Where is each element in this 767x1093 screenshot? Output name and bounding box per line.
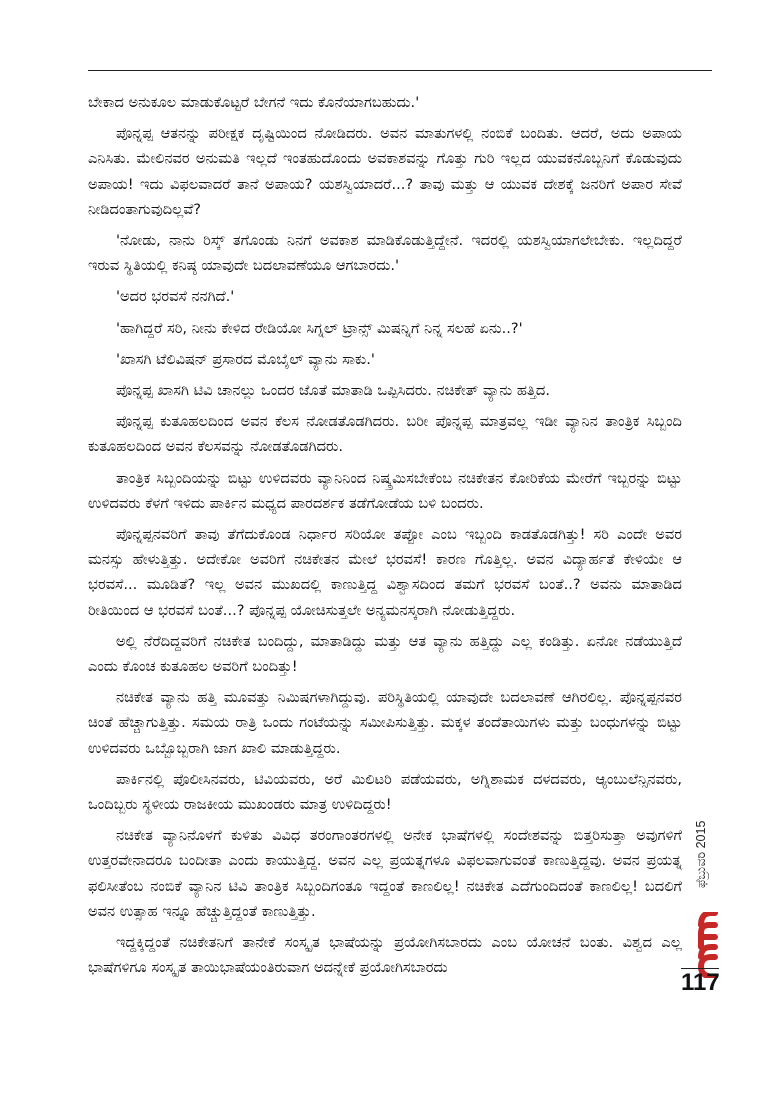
paragraph: ತಾಂತ್ರಿಕ ಸಿಬ್ಬಂದಿಯನ್ನು ಬಿಟ್ಟು ಉಳಿದವರು ವ್ಯಾನಿನಿಂದ ನಿಷ್ಕ್ರಮಿಸಬೇಕೆಂಬ ನಚಿಕೇತನ ಕೋರಿಕೆಯ ಮೇರೆಗೆ ಇಬ್ಬರನ್ನು ಬಿಟ್ಟು ಉಳಿದವರು ಕೆಳಗೆ ಇಳಿದು ಪಾರ್ಕಿನ ಮಧ್ಯದ ಪಾರದರ್ಶಕ ತಡೆಗೋಡೆಯ ಬಳಿ ಬಂದರು.	[88, 469, 682, 512]
paragraph: 'ಹಾಗಿದ್ದರೆ ಸರಿ, ನೀನು ಕೇಳಿದ ರೇಡಿಯೋ ಸಿಗ್ನಲ್ ಟ್ರಾನ್ಸ್ ಮಿಷನ್ನಿಗೆ ನಿನ್ನ ಸಲಹೆ ಏನು..?'	[116, 319, 523, 337]
issue-date: ಫೆಬ್ರುವರಿ 2015	[694, 820, 708, 888]
paragraph: ಪೊನ್ನಪ್ಪನವರಿಗೆ ತಾವು ತೆಗೆದುಕೊಂಡ ನಿರ್ಧಾರ ಸರಿಯೋ ತಪ್ಪೋ ಎಂಬ ಇಬ್ಬಂದಿ ಕಾಡತೊಡಗಿತ್ತು! ಸರಿ ಎಂದೇ ಅವರ ಮನಸ್ಸು ಹೇಳುತ್ತಿತ್ತು. ಅದೇಕೋ ಅವರಿಗೆ ನಚಿಕೇತನ ಮೇಲೆ ಭರವಸೆ! ಕಾರಣ ಗೊತ್ತಿಲ್ಲ. ಅವನ ವಿದ್ಯಾರ್ಹತೆ ಕೇಳಿಯೇ ಆ ಭರವಸೆ... ಮೂಡಿತೆ? ಇಲ್ಲ ಅವನ ಮುಖದಲ್ಲಿ ಕಾಣುತ್ತಿದ್ದ ವಿಶ್ವಾಸದಿಂದ ತಮಗೆ ಭರವಸೆ ಬಂತೆ..? ಅವನು ಮಾತಾಡಿದ ರೀತಿಯಿಂದ ಆ ಭರವಸೆ ಬಂತೆ...? ಪೊನ್ನಪ್ಪ ಯೋಚಿಸುತ್ತಲೇ ಅನ್ಯಮನಸ್ಕರಾಗಿ ನೋಡುತ್ತಿದ್ದರು.	[88, 526, 682, 619]
paragraph: 'ಖಾಸಗಿ ಟೆಲಿವಿಷನ್ ಪ್ರಸಾರದ ಮೊಬೈಲ್ ವ್ಯಾನು ಸಾಕು.'	[116, 350, 375, 368]
paragraph: ಇದ್ದಕ್ಕಿದ್ದಂತೆ ನಚಿಕೇತನಿಗೆ ತಾನೇಕೆ ಸಂಸ್ಕೃತ ಭಾಷೆಯನ್ನು ಪ್ರಯೋಗಿಸಬಾರದು ಎಂಬ ಯೋಚನೆ ಬಂತು. ವಿಶ್ವದ ಎಲ್ಲ ಭಾಷೆಗಳಿಗೂ ಸಂಸ್ಕೃತ ತಾಯಿಭಾಷೆಯಂತಿರುವಾಗ ಅದನ್ನೇಕೆ ಪ್ರಯೋಗಿಸಬಾರದು	[88, 934, 682, 977]
top-rule	[88, 70, 712, 71]
paragraph: ಪಾರ್ಕಿನಲ್ಲಿ ಪೊಲೀಸಿನವರು, ಟಿವಿಯವರು, ಅರೆ ಮಿಲಿಟರಿ ಪಡೆಯವರು, ಅಗ್ನಿಶಾಮಕ ದಳದವರು, ಆ್ಯಂಬುಲೆನ್ಸಿನವರು, ಒಂದಿಬ್ಬರು ಸ್ಥಳೀಯ ರಾಜಕೀಯ ಮುಖಂಡರು ಮಾತ್ರ ಉಳಿದಿದ್ದರು!	[88, 770, 682, 814]
page-number: 117	[681, 969, 720, 996]
paragraph: ನಚಿಕೇತ ವ್ಯಾನು ಹತ್ತಿ ಮೂವತ್ತು ನಿಮಿಷಗಳಾಗಿದ್ದುವು. ಪರಿಸ್ಥಿತಿಯಲ್ಲಿ ಯಾವುದೇ ಬದಲಾವಣೆ ಆಗಿರಲಿಲ್ಲ. ಪೊನ್ನಪ್ಪನವರ ಚಿಂತೆ ಹೆಚ್ಚಾಗುತ್ತಿತ್ತು. ಸಮಯ ರಾತ್ರಿ ಒಂದು ಗಂಟೆಯನ್ನು ಸಮೀಪಿಸುತ್ತಿತ್ತು. ಮಕ್ಕಳ ತಂದೆತಾಯಿಗಳು ಮತ್ತು ಬಂಧುಗಳನ್ನು ಬಿಟ್ಟು ಉಳಿದವರು ಒಬ್ಬೊಬ್ಬರಾಗಿ ಜಾಗ ಖಾಲಿ ಮಾಡುತ್ತಿದ್ದರು.	[88, 689, 682, 757]
paragraph: ಅಲ್ಲಿ ನೆರೆದಿದ್ದವರಿಗೆ ನಚಿಕೇತ ಬಂದಿದ್ದು, ಮಾತಾಡಿದ್ದು ಮತ್ತು ಆತ ವ್ಯಾನು ಹತ್ತಿದ್ದು ಎಲ್ಲ ಕಂಡಿತ್ತು. ಏನೋ ನಡೆಯುತ್ತಿದೆ ಎಂದು ಕೊಂಚ ಕುತೂಹಲ ಅವರಿಗೆ ಬಂದಿತ್ತು!	[88, 632, 682, 676]
paragraph: ಬೇಕಾದ ಅನುಕೂಲ ಮಾಡುಕೊಟ್ಟರೆ ಬೇಗನೆ ಇದು ಕೊನೆಯಾಗಬಹುದು.'	[88, 94, 420, 111]
paragraph: 'ನೋಡು, ನಾನು ರಿಸ್ಕ್ ತಗೊಂಡು ನಿನಗೆ ಅವಕಾಶ ಮಾಡಿಕೊಡುತ್ತಿದ್ದೇನೆ. ಇದರಲ್ಲಿ ಯಶಸ್ವಿಯಾಗಲೇಬೇಕು. ಇಲ್ಲದಿದ್ದರೆ ಇರುವ ಸ್ಥಿತಿಯಲ್ಲಿ ಕನಿಷ್ಠ ಯಾವುದೇ ಬದಲಾವಣೆಯೂ ಆಗಬಾರದು.'	[88, 232, 682, 275]
paragraph: ಪೊನ್ನಪ್ಪ ಕುತೂಹಲದಿಂದ ಅವನ ಕೆಲಸ ನೋಡತೊಡಗಿದರು. ಬರೀ ಪೊನ್ನಪ್ಪ ಮಾತ್ರವಲ್ಲ ಇಡೀ ವ್ಯಾನಿನ ತಾಂತ್ರಿಕ ಸಿಬ್ಬಂದಿ ಕುತೂಹಲದಿಂದ ಅವನ ಕೆಲಸವನ್ನು ನೋಡತೊಡಗಿದರು.	[88, 413, 682, 456]
paragraph: ಪೊನ್ನಪ್ಪ ಖಾಸಗಿ ಟಿವಿ ಚಾನಲ್ಲು ಒಂದರ ಜೊತೆ ಮಾತಾಡಿ ಒಪ್ಪಿಸಿದರು. ನಚಿಕೇತ್ ವ್ಯಾನು ಹತ್ತಿದ.	[116, 382, 550, 400]
paragraph: ನಚಿಕೇತ ವ್ಯಾನಿನೊಳಗೆ ಕುಳಿತು ವಿವಿಧ ತರಂಗಾಂತರಗಳಲ್ಲಿ ಅನೇಕ ಭಾಷೆಗಳಲ್ಲಿ ಸಂದೇಶವನ್ನು ಬಿತ್ತರಿಸುತ್ತಾ ಅವುಗಳಿಗೆ ಉತ್ತರವೇನಾದರೂ ಬಂದೀತಾ ಎಂದು ಕಾಯುತ್ತಿದ್ದ. ಅವನ ಎಲ್ಲ ಪ್ರಯತ್ನಗಳೂ ವಿಫಲವಾಗುವಂತೆ ಕಾಣುತ್ತಿದ್ದವು. ಅವನ ಪ್ರಯತ್ನ ಫಲಿಸೀತೆಂಬ ನಂಬಿಕೆ ವ್ಯಾನಿನ ಟಿವಿ ತಾಂತ್ರಿಕ ಸಿಬ್ಬಂದಿಗಂತೂ ಇದ್ದಂತೆ ಕಾಣಲಿಲ್ಲ! ನಚಿಕೇತ ಎದೆಗುಂದಿದಂತೆ ಕಾಣಲಿಲ್ಲ! ಬದಲಿಗೆ ಅವನ ಉತ್ಸಾಹ ಇನ್ನೂ ಹೆಚ್ಚುತ್ತಿದ್ದಂತೆ ಕಾಣುತ್ತಿತ್ತು.	[88, 827, 682, 920]
paragraph: 'ಅದರ ಭರವಸೆ ನನಗಿದೆ.'	[116, 288, 235, 306]
paragraph: ಪೊನ್ನಪ್ಪ ಆತನನ್ನು ಪರೀಕ್ಷಕ ದೃಷ್ಟಿಯಿಂದ ನೋಡಿದರು. ಅವನ ಮಾತುಗಳಲ್ಲಿ ನಂಬಿಕೆ ಬಂದಿತು. ಆದರೆ, ಅದು ಅಪಾಯ ಎನಿಸಿತು. ಮೇಲಿನವರ ಅನುಮತಿ ಇಲ್ಲದೆ ಇಂತಹುದೊಂದು ಅವಕಾಶವನ್ನು ಗೊತ್ತು ಗುರಿ ಇಲ್ಲದ ಯುವಕನೊಬ್ಬನಿಗೆ ಕೊಡುವುದು ಅಪಾಯ! ಇದು ವಿಫಲವಾದರೆ ತಾನೆ ಅಪಾಯ? ಯಶಸ್ವಿಯಾದರೆ...? ತಾವು ಮತ್ತು ಆ ಯುವಕ ದೇಶಕ್ಕೆ ಜನರಿಗೆ ಅಪಾರ ಸೇವೆ ನೀಡಿದಂತಾಗುವುದಿಲ್ಲವೆ?	[88, 125, 682, 218]
article-body	[88, 90, 682, 987]
